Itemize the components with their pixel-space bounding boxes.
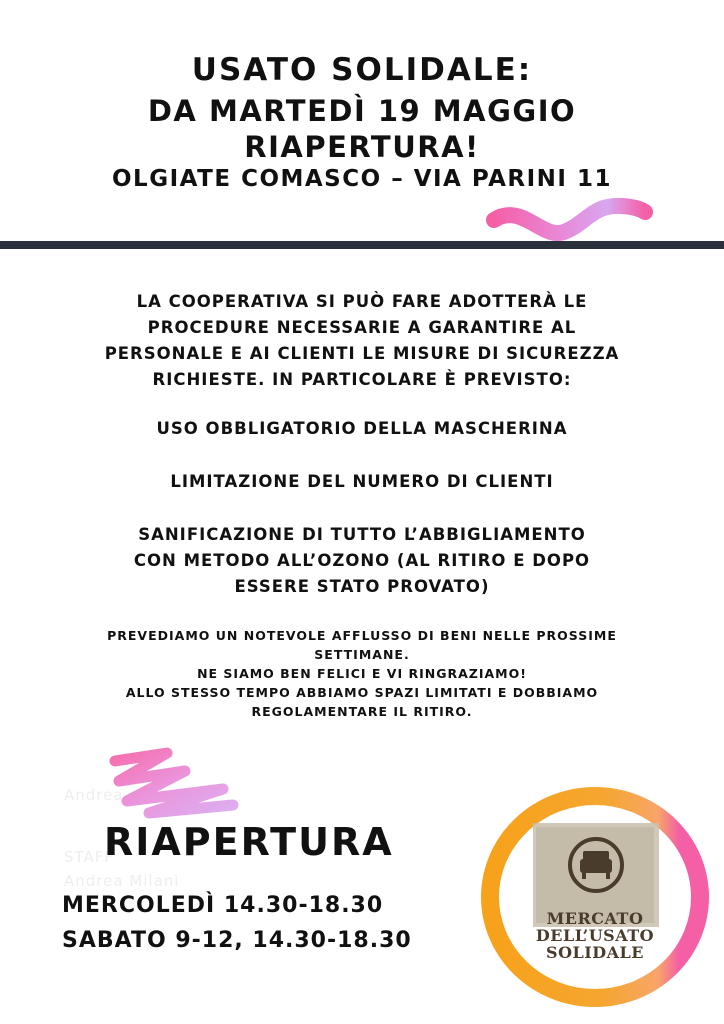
logo-line: MERCATO [546, 909, 644, 928]
intro-line: PERSONALE E AI CLIENTI LE MISURE DI SICUREZZA [104, 344, 620, 363]
intro-line: LA COOPERATIVA SI PUÒ FARE ADOTTERÀ LE [136, 292, 588, 311]
reopening-heading: RIAPERTURA [104, 820, 394, 864]
intro-line: RICHIESTE. IN PARTICOLARE È PREVISTO: [152, 370, 572, 389]
logo-line: SOLIDALE [546, 943, 644, 962]
logo-wordmark [476, 910, 714, 961]
measure-limit-clients: LIMITAZIONE DEL NUMERO DI CLIENTI [170, 472, 554, 491]
location: OLGIATE COMASCO – VIA PARINI 11 [112, 166, 612, 192]
ghost-text: Andrea Milani [64, 872, 180, 890]
notice-line: ALLO STESSO TEMPO ABBIAMO SPAZI LIMITATI E DOBBIAMO [125, 685, 599, 700]
subtitle [0, 93, 724, 165]
measure-line: CON METODO ALL’OZONO (AL RITIRO E DOPO [133, 551, 591, 570]
logo [476, 783, 714, 1011]
intro-line: PROCEDURE NECESSARIE A GARANTIRE AL [147, 318, 577, 337]
page-title: USATO SOLIDALE: [191, 52, 533, 88]
subtitle-line-date: DA MARTEDÌ 19 MAGGIO [147, 94, 577, 128]
measure-line: ESSERE STATO PROVATO) [234, 577, 490, 596]
logo-line: DELL’USATO [535, 926, 655, 945]
hours-saturday: SABATO 9-12, 14.30-18.30 [62, 928, 412, 953]
hours-wednesday: MERCOLEDÌ 14.30-18.30 [62, 893, 384, 918]
logo-ring [476, 783, 714, 1011]
measure-line: SANIFICAZIONE DI TUTTO L’ABBIGLIAMENTO [138, 525, 586, 544]
subtitle-line-reopening: RIAPERTURA! [244, 130, 480, 164]
notice-line: PREVEDIAMO UN NOTEVOLE AFFLUSSO DI BENI NELLE PROSSIME [107, 628, 617, 643]
notice-paragraph [0, 626, 724, 721]
brush-stroke-decoration [105, 745, 245, 820]
measure-mask: USO OBBLIGATORIO DELLA MASCHERINA [156, 419, 568, 438]
ghost-text: STAFF [64, 848, 115, 866]
notice-line: SETTIMANE. [314, 647, 410, 662]
ghost-text: Andrea [64, 786, 124, 804]
measure-sanitization [0, 522, 724, 600]
intro-paragraph [0, 289, 724, 393]
notice-line: REGOLAMENTARE IL RITIRO. [251, 704, 473, 719]
header-divider [0, 241, 724, 249]
notice-line: NE SIAMO BEN FELICI E VI RINGRAZIAMO! [197, 666, 527, 681]
